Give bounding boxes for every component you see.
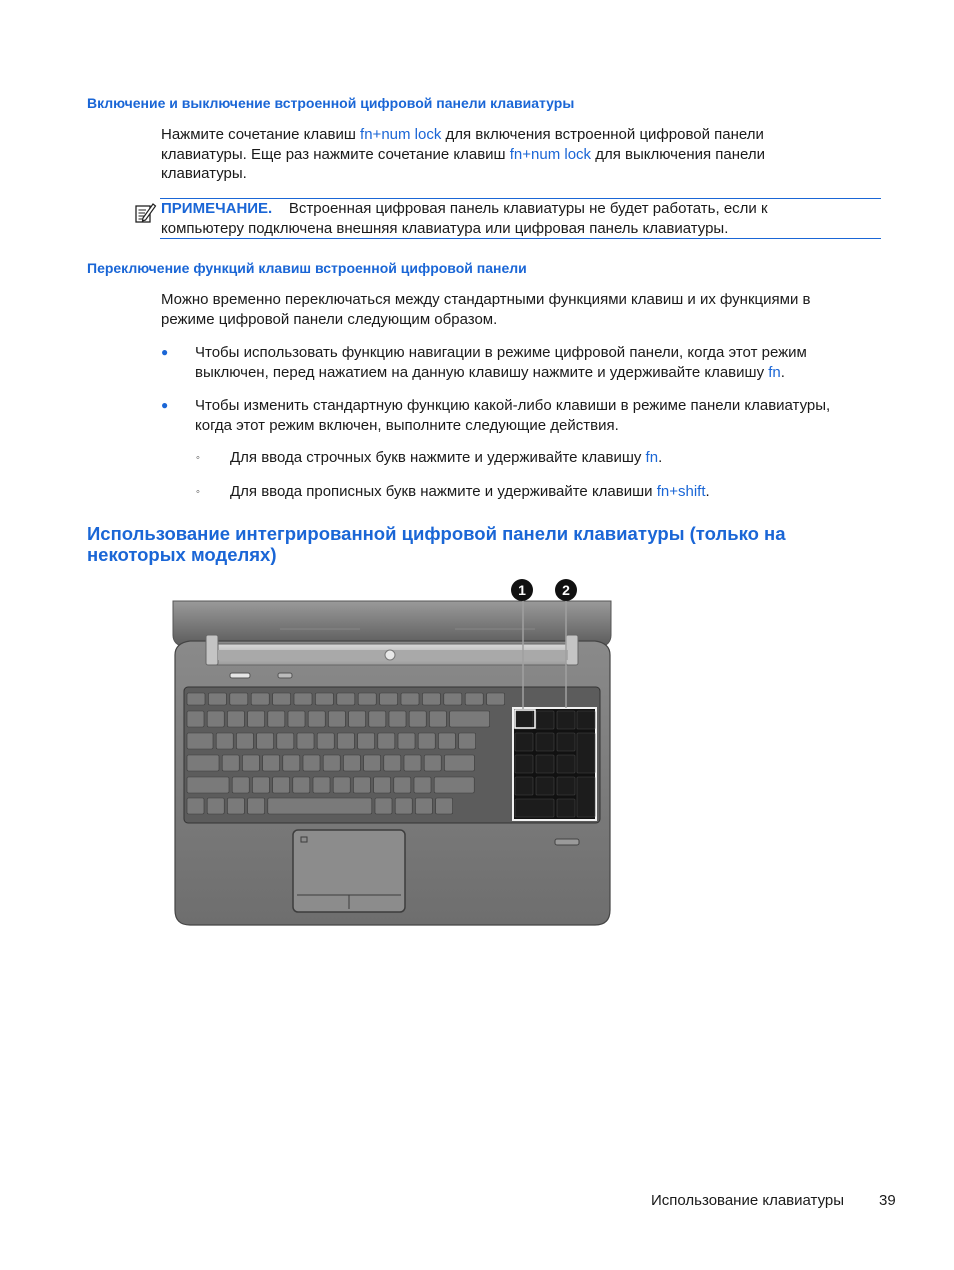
hp-logo-icon — [385, 650, 395, 660]
keyboard-key — [283, 755, 300, 771]
keyboard-key — [333, 777, 350, 793]
keyboard-key — [389, 711, 406, 727]
numpad-key — [515, 777, 533, 795]
keyboard-key — [394, 777, 411, 793]
numpad-key — [577, 777, 595, 817]
keyboard-key — [444, 693, 462, 705]
keyboard-key — [384, 755, 401, 771]
keyboard-key — [251, 693, 269, 705]
sub-list-item: Для ввода прописных букв нажмите и удерживайте клавиши fn+shift. — [230, 483, 710, 500]
keyboard-key — [429, 711, 446, 727]
keyboard-key — [374, 777, 391, 793]
key-link: fn — [768, 363, 781, 381]
footer-title: Использование клавиатуры — [651, 1192, 845, 1209]
keyboard-key — [216, 733, 233, 749]
keyboard-key — [227, 798, 244, 814]
keyboard-key — [293, 777, 310, 793]
keyboard-key — [438, 733, 455, 749]
keyboard-key — [424, 755, 441, 771]
keyboard-key — [315, 693, 333, 705]
keyboard-key — [297, 733, 314, 749]
numpad-key — [557, 799, 575, 817]
keyboard-key — [343, 755, 360, 771]
numpad-key — [557, 777, 575, 795]
numpad-key — [557, 755, 575, 773]
keyboard-key — [268, 711, 285, 727]
keyboard-key — [242, 755, 259, 771]
sub-list-item: Для ввода строчных букв нажмите и удерживайте клавишу fn. — [230, 449, 663, 466]
numpad-key — [515, 799, 554, 817]
keyboard-key — [337, 733, 354, 749]
page-number: 39 — [879, 1192, 896, 1209]
key-link: fn — [645, 449, 659, 466]
keyboard-key — [187, 755, 219, 771]
keyboard-key — [263, 755, 280, 771]
note-label: ПРИМЕЧАНИЕ. — [161, 200, 273, 217]
keyboard-key — [257, 733, 274, 749]
keyboard-key — [328, 711, 345, 727]
numpad-key — [536, 711, 554, 729]
keyboard-key — [434, 777, 474, 793]
keyboard-key — [248, 711, 265, 727]
keyboard-key — [415, 798, 432, 814]
keyboard-key — [337, 693, 355, 705]
keyboard-key — [401, 693, 419, 705]
keyboard-key — [207, 798, 224, 814]
keyboard-key — [232, 777, 249, 793]
keyboard-key — [268, 798, 372, 814]
keyboard-key — [358, 693, 376, 705]
keyboard-key — [404, 755, 421, 771]
key-combo-link: fn+num lock — [360, 126, 442, 143]
keyboard-key — [288, 711, 305, 727]
keyboard-key — [398, 733, 415, 749]
keyboard-key — [230, 693, 248, 705]
keyboard-key — [294, 693, 312, 705]
note-text: ПРИМЕЧАНИЕ. Встроенная цифровая панель клавиатуры не будет работать, если к компьютеру подключена внешняя клавиатура или цифровая панель клавиатуры. — [161, 200, 768, 237]
callout-1-label: 1 — [518, 582, 526, 598]
keyboard-key — [317, 733, 334, 749]
keyboard-key — [277, 733, 294, 749]
bullet-marker: ● — [161, 398, 169, 412]
keyboard-key — [187, 777, 229, 793]
keyboard-key — [187, 798, 204, 814]
keyboard-figure — [170, 575, 615, 930]
key-link: fn+shift — [656, 483, 706, 500]
paragraph-switch-functions: Можно временно переключаться между стандартными функциями клавиш и их функциями в режиме цифровой панели следующим образом. — [161, 291, 811, 328]
list-item: Чтобы использовать функцию навигации в режиме цифровой панели, когда этот режим выключен, перед нажатием на данную клавишу нажмите и удерживайте клавишу fn. — [195, 344, 807, 381]
key-combo-link: fn+num lock — [509, 145, 592, 163]
keyboard-key — [187, 693, 205, 705]
keyboard-key — [422, 693, 440, 705]
keyboard-key — [208, 693, 226, 705]
keyboard-key — [375, 798, 392, 814]
bullet-marker: ● — [161, 345, 169, 359]
keyboard-key — [227, 711, 244, 727]
keyboard-key — [395, 798, 412, 814]
keyboard-key — [323, 755, 340, 771]
sub-bullet-marker: ◦ — [196, 486, 200, 498]
hinge-left — [206, 635, 218, 665]
keyboard-key — [303, 755, 320, 771]
keyboard-key — [378, 733, 395, 749]
keyboard-key — [436, 798, 453, 814]
keyboard-key — [252, 777, 269, 793]
paragraph-toggle-keypad: Нажмите сочетание клавиш fn+num lock для включения встроенной цифровой панели клавиатуры. Еще раз нажмите сочетание клавиш fn+num lock для выключения панели клавиатуры. — [161, 126, 766, 182]
wireless-button — [278, 673, 292, 678]
numpad-key — [515, 711, 533, 729]
section-heading-toggle-keypad: Включение и выключение встроенной цифровой панели клавиатуры — [87, 95, 575, 111]
keyboard-key — [313, 777, 330, 793]
keyboard-key — [349, 711, 366, 727]
numpad-key — [557, 733, 575, 751]
lid-edge — [173, 601, 611, 647]
keyboard-key — [409, 711, 426, 727]
keyboard-key — [450, 711, 490, 727]
keyboard-key — [207, 711, 224, 727]
keyboard-key — [222, 755, 239, 771]
keyboard-key — [308, 711, 325, 727]
keyboard-key — [380, 693, 398, 705]
keyboard-key — [187, 733, 213, 749]
keyboard-key — [236, 733, 253, 749]
keyboard-key — [273, 693, 291, 705]
note-pencil-icon — [134, 201, 158, 225]
sub-bullet-marker: ◦ — [196, 452, 200, 464]
numpad-key — [536, 777, 554, 795]
keyboard-key — [465, 693, 483, 705]
numpad-key — [515, 755, 533, 773]
keyboard-key — [418, 733, 435, 749]
numpad-key — [515, 733, 533, 751]
callout-2-label: 2 — [562, 582, 570, 598]
keyboard-key — [444, 755, 474, 771]
numpad-key — [577, 733, 595, 773]
numpad-key — [536, 733, 554, 751]
numpad-key — [577, 711, 595, 729]
note-bottom-rule — [160, 238, 881, 239]
keyboard-key — [187, 711, 204, 727]
keyboard-key — [353, 777, 370, 793]
fingerprint-reader — [555, 839, 579, 845]
keyboard-key — [369, 711, 386, 727]
keyboard-key — [248, 798, 265, 814]
laptop-keyboard-illustration — [170, 575, 615, 930]
section-heading-switch-functions: Переключение функций клавиш встроенной цифровой панели — [87, 260, 527, 276]
keyboard-key — [364, 755, 381, 771]
numpad-key — [536, 755, 554, 773]
power-button — [230, 673, 250, 678]
keyboard-key — [459, 733, 476, 749]
keyboard-key — [358, 733, 375, 749]
keyboard-key — [273, 777, 290, 793]
numpad-key — [557, 711, 575, 729]
keyboard-key — [487, 693, 505, 705]
list-item: Чтобы изменить стандартную функцию какой-либо клавиши в режиме панели клавиатуры, когда этот режим включен, выполните следующие действия. — [195, 397, 831, 434]
section-heading-integrated-keypad: Использование интегрированной цифровой панели клавиатуры (только на некоторых моделях) — [87, 523, 786, 565]
keyboard-key — [414, 777, 431, 793]
